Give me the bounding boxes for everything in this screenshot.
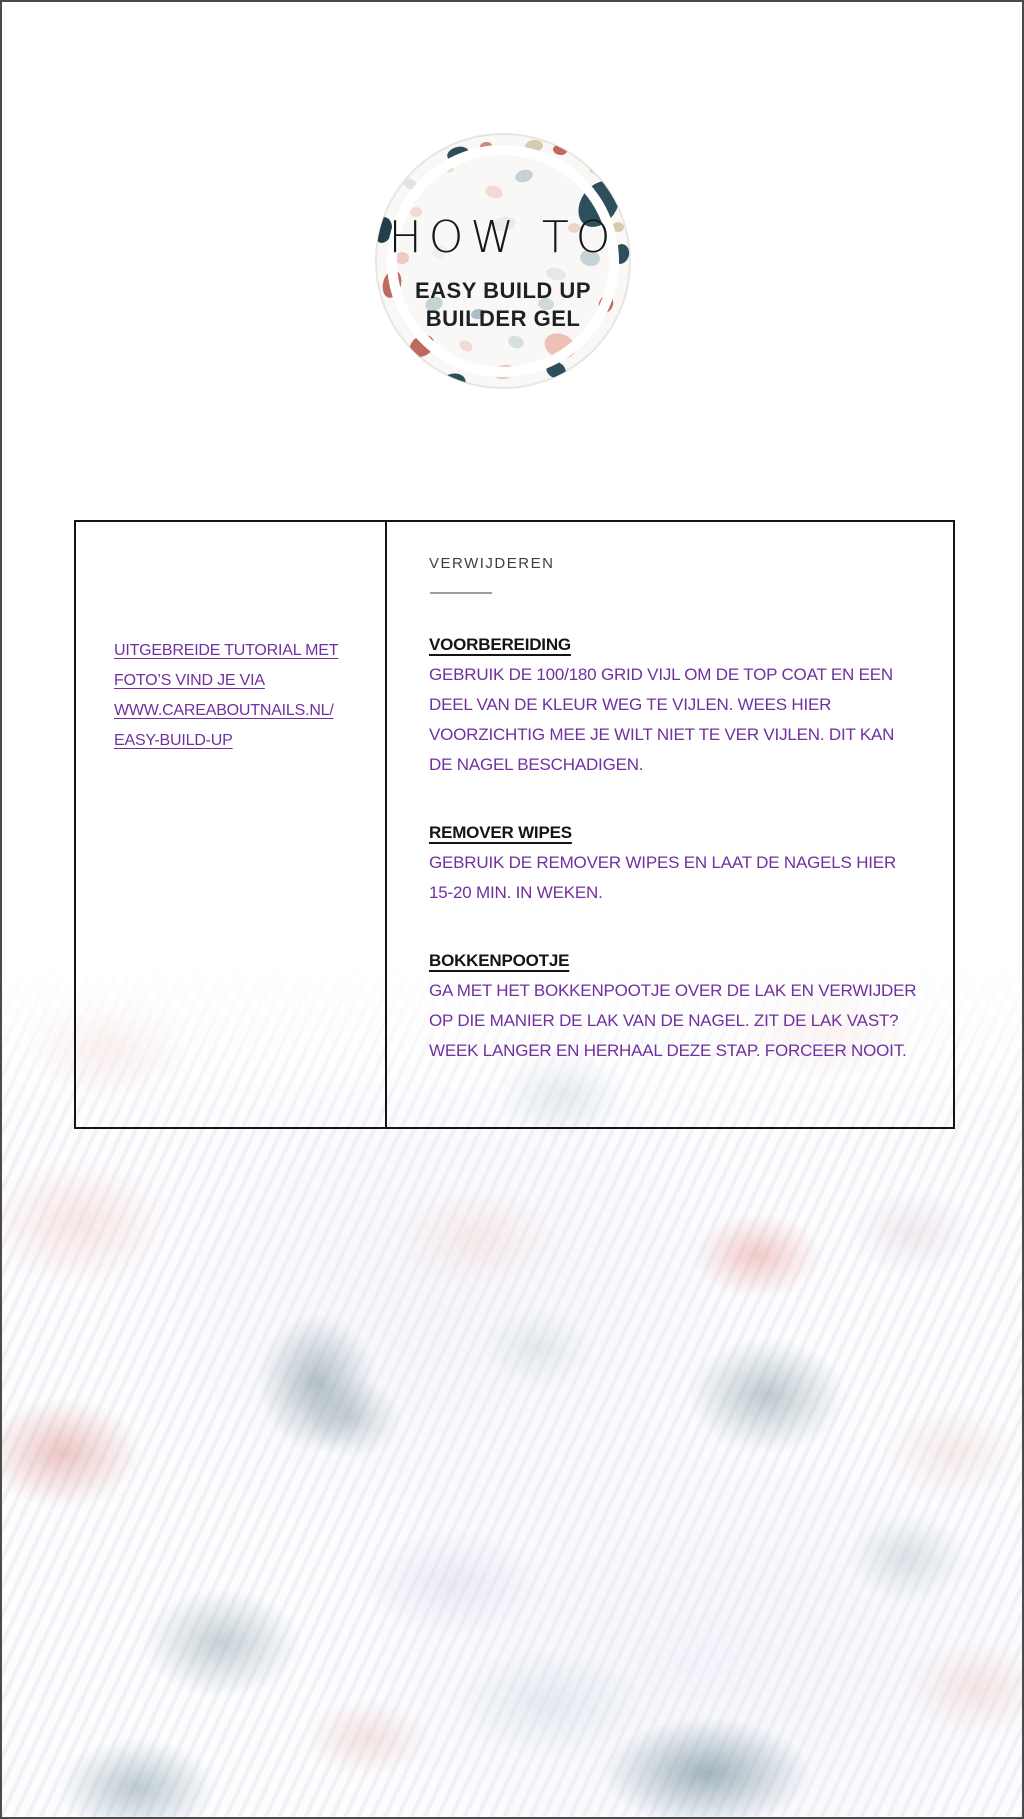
logo-subtitle-line1: EASY BUILD UP — [414, 278, 591, 303]
section-text-line: GEBRUIK DE REMOVER WIPES EN LAAT DE NAGELS HIER — [429, 853, 897, 872]
section-text-line: 15-20 MIN. IN WEKEN. — [429, 883, 603, 902]
section-text-line: DE NAGEL BESCHADIGEN. — [429, 755, 644, 774]
instruction-card — [74, 520, 955, 1129]
tutorial-link-line: EASY-BUILD-UP — [114, 732, 233, 749]
section-heading: VOORBEREIDING — [429, 635, 571, 654]
section-heading: REMOVER WIPES — [429, 823, 572, 842]
tutorial-link-line: UITGEBREIDE TUTORIAL MET — [114, 642, 339, 659]
tutorial-link-line: WWW.CAREABOUTNAILS.NL/ — [114, 702, 334, 719]
section-text-line: GA MET HET BOKKENPOOTJE OVER DE LAK EN VERWIJDER — [429, 981, 917, 1000]
tutorial-link-line: FOTO’S VIND JE VIA — [114, 672, 265, 689]
section-bokkenpootje — [429, 946, 953, 1066]
logo-title: HOW TO — [388, 212, 618, 263]
section-heading: BOKKENPOOTJE — [429, 951, 570, 970]
tutorial-link[interactable] — [114, 636, 385, 756]
card-title: VERWIJDEREN — [429, 555, 555, 572]
tutorial-link-column — [76, 522, 387, 1127]
logo-subtitle-line2: BUILDER GEL — [425, 306, 581, 331]
instructions-column — [387, 522, 953, 1127]
terrazzo-logo-badge — [374, 132, 632, 390]
section-text-line: OP DIE MANIER DE LAK VAN DE NAGEL. ZIT DE LAK VAST? — [429, 1011, 899, 1030]
section-remover-wipes — [429, 818, 953, 908]
section-text-line: DEEL VAN DE KLEUR WEG TE VIJLEN. WEES HIER — [429, 695, 832, 714]
title-divider — [430, 592, 492, 594]
section-text-line: VOORZICHTIG MEE JE WILT NIET TE VER VIJLEN. DIT KAN — [429, 725, 895, 744]
section-text-line: GEBRUIK DE 100/180 GRID VIJL OM DE TOP COAT EN EEN — [429, 665, 893, 684]
section-text-line: WEEK LANGER EN HERHAAL DEZE STAP. FORCEER NOOIT. — [429, 1041, 907, 1060]
section-voorbereiding — [429, 630, 953, 780]
